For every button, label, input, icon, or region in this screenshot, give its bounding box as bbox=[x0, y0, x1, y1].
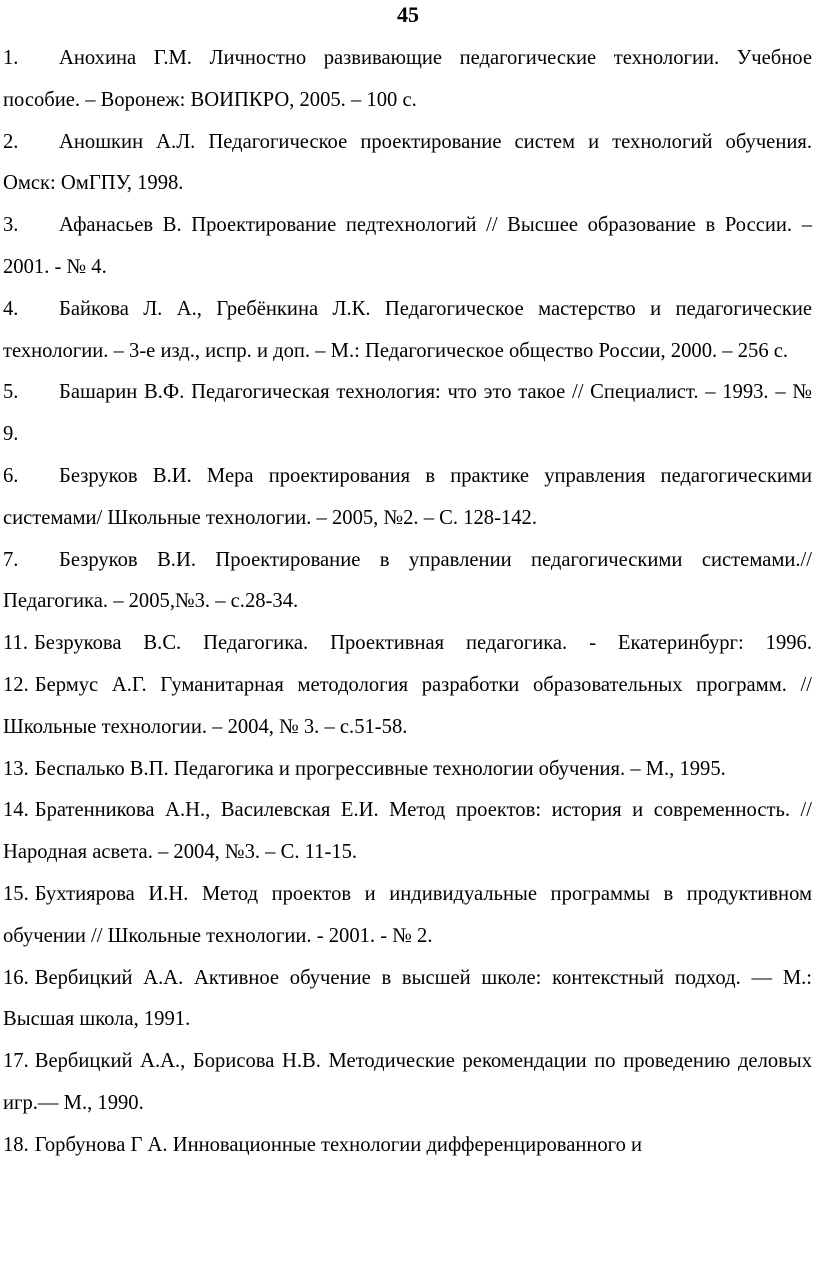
item-number: 18. bbox=[3, 1133, 29, 1156]
bibliography-item bbox=[3, 665, 812, 749]
item-number: 13. bbox=[3, 757, 29, 780]
item-number: 11. bbox=[3, 632, 28, 655]
bibliography-item bbox=[3, 1041, 812, 1125]
item-text: Байкова Л. А., Гребёнкина Л.К. Педагогическое мастерство и педагогические технологии. – 3-е изд., испр. и доп. – М.: Педагогическое общество России, 2000. – 256 с. bbox=[3, 297, 812, 362]
bibliography-item bbox=[3, 456, 812, 540]
item-number: 5. bbox=[3, 381, 19, 404]
bibliography-item bbox=[3, 1125, 812, 1167]
bibliography-item bbox=[3, 958, 812, 1042]
item-text: Горбунова Г А. Инновационные технологии дифференцированного и bbox=[34, 1133, 643, 1156]
item-text: Бухтиярова И.Н. Метод проектов и индивидуальные программы в продуктивном обучении // Школьные технологии. - 2001. - № 2. bbox=[3, 882, 812, 947]
item-number: 2. bbox=[3, 130, 19, 153]
item-text: Безруков В.И. Проектирование в управлении педагогическими системами.// Педагогика. – 2005,№3. – с.28-34. bbox=[3, 548, 812, 613]
item-text: Безруков В.И. Мера проектирования в практике управления педагогическими системами/ Школьные технологии. – 2005, №2. – С. 128-142. bbox=[3, 464, 812, 529]
item-text: Безрукова В.С. Педагогика. Проективная педагогика. - Екатеринбург: 1996. bbox=[33, 632, 812, 655]
bibliography-item bbox=[3, 289, 812, 373]
bibliography-item bbox=[3, 205, 812, 289]
bibliography-list bbox=[3, 38, 812, 1167]
item-number: 12. bbox=[3, 673, 29, 696]
item-text: Вербицкий А.А., Борисова Н.В. Методические рекомендации по проведению деловых игр.— М., 1990. bbox=[3, 1050, 812, 1114]
item-text: Беспалько В.П. Педагогика и прогрессивные технологии обучения. – М., 1995. bbox=[34, 757, 726, 780]
bibliography-item bbox=[3, 623, 812, 665]
item-number: 7. bbox=[3, 548, 19, 571]
item-number: 14. bbox=[3, 799, 29, 822]
item-text: Братенникова А.Н., Василевская Е.И. Метод проектов: история и современность. // Народная асвета. – 2004, №3. – С. 11-15. bbox=[3, 799, 812, 864]
item-text: Афанасьев В. Проектирование педтехнологий // Высшее образование в России. – 2001. - № 4. bbox=[3, 214, 812, 278]
item-text: Вербицкий А.А. Активное обучение в высшей школе: контекстный подход. — М.: Высшая школа, 1991. bbox=[3, 966, 812, 1031]
bibliography-item bbox=[3, 38, 812, 122]
bibliography-item bbox=[3, 874, 812, 958]
item-number: 6. bbox=[3, 464, 19, 487]
item-number: 17. bbox=[3, 1050, 29, 1073]
item-number: 16. bbox=[3, 966, 29, 989]
bibliography-item bbox=[3, 122, 812, 206]
item-number: 4. bbox=[3, 297, 19, 320]
bibliography-item bbox=[3, 749, 812, 791]
page-number: 45 bbox=[397, 2, 419, 27]
item-text: Анохина Г.М. Личностно развивающие педагогические технологии. Учебное пособие. – Воронеж: ВОИПКРО, 2005. – 100 с. bbox=[3, 47, 812, 111]
bibliography-item bbox=[3, 540, 812, 624]
item-text: Бермус А.Г. Гуманитарная методология разработки образовательных программ. // Школьные технологии. – 2004, № 3. – с.51-58. bbox=[3, 673, 812, 738]
item-number: 15. bbox=[3, 882, 29, 905]
item-text: Башарин В.Ф. Педагогическая технология: что это такое // Специалист. – 1993. – № 9. bbox=[3, 381, 812, 446]
item-number: 1. bbox=[3, 47, 19, 69]
item-number: 3. bbox=[3, 214, 19, 237]
item-text: Аношкин А.Л. Педагогическое проектирование систем и технологий обучения. Омск: ОмГПУ, 1998. bbox=[3, 130, 812, 195]
bibliography-item bbox=[3, 372, 812, 456]
bibliography-item bbox=[3, 790, 812, 874]
